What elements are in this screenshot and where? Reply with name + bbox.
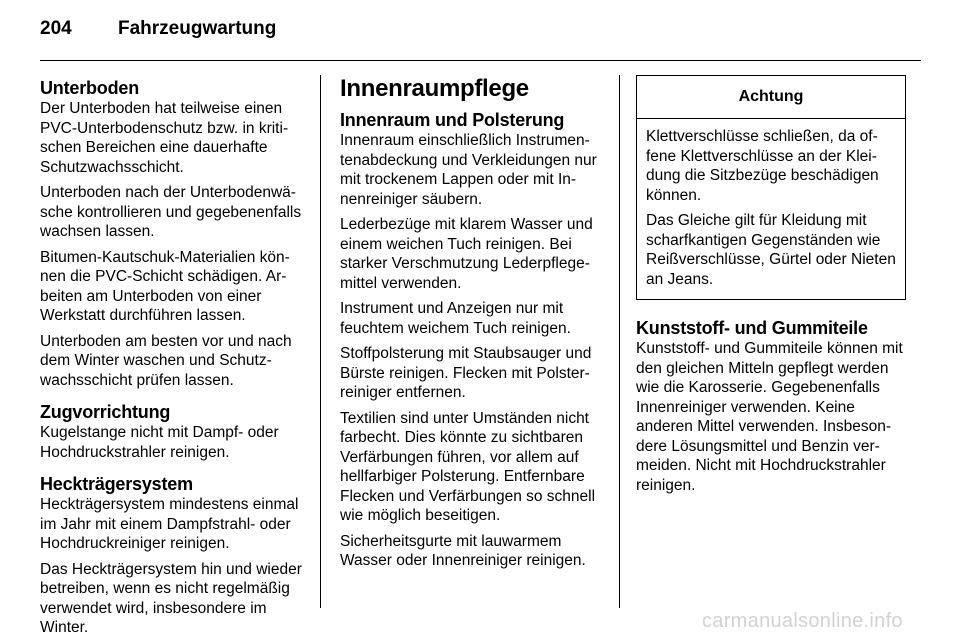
heading-hecktraegersystem: Heckträgersystem — [40, 474, 193, 494]
warning-heading: Achtung — [637, 76, 905, 119]
column-divider — [320, 75, 321, 608]
paragraph: Unterboden am besten vor und nach dem Winter waschen und Schutzwachsschicht prüfen lassen. — [40, 332, 292, 389]
warning-box — [636, 75, 906, 300]
paragraph: Textilien sind unter Umständen nicht farbecht. Dies könnte zu sichtbaren Verfärbungen führen, vor allem auf hellfarbiger Polsterung. Entfernbare Flecken und Verfärbungen so schnell wie möglich beseitigen. — [340, 409, 596, 524]
page-header — [40, 18, 920, 48]
paragraph: Lederbezüge mit klarem Wasser und einem weichen Tuch reinigen. Bei starker Verschmutzung Lederpflegemittel verwenden. — [340, 216, 593, 292]
warning-paragraph: Das Gleiche gilt für Kleidung mit scharfkantigen Gegenständen wie Reißverschlüsse, Gürtel oder Nieten an Jeans. — [646, 212, 896, 288]
heading-zugvorrichtung: Zugvorrichtung — [40, 402, 171, 422]
page-number: 204 — [40, 18, 72, 39]
column-left — [40, 78, 308, 638]
column-middle — [340, 75, 608, 571]
chapter-title: Fahrzeugwartung — [118, 18, 277, 39]
paragraph: Bitumen-Kautschuk-Materialien können die PVC-Schicht schädigen. Arbeiten am Unterboden von einer Werkstatt durchführen lassen. — [40, 248, 290, 324]
heading-innenraum-polsterung: Innenraum und Polsterung — [340, 110, 565, 130]
paragraph: Heckträgersystem mindestens einmal im Jahr mit einem Dampfstrahl- oder Hochdruckreiniger reinigen. — [40, 496, 299, 552]
section-unterboden — [40, 78, 308, 390]
column-right — [636, 75, 906, 495]
paragraph: Unterboden nach der Unterbodenwäsche kontrollieren und gegebenenfalls wachsen lassen. — [40, 184, 302, 240]
heading-kunststoff-gummiteile: Kunststoff- und Gummiteile — [636, 318, 868, 338]
section-title-innenraumpflege: Innenraumpflege — [340, 75, 529, 102]
heading-unterboden: Unterboden — [40, 78, 139, 98]
paragraph: Innenraum einschließlich Instrumentenabdeckung und Verkleidungen nur mit trockenem Lappen oder mit Innenreiniger säubern. — [340, 132, 597, 208]
watermark-text: carmanualsonline.info — [702, 610, 903, 632]
paragraph: Kugelstange nicht mit Dampf- oder Hochdruckstrahler reinigen. — [40, 424, 279, 461]
paragraph: Kunststoff- und Gummiteile können mit den gleichen Mitteln gepflegt werden wie die Karosserie. Gegebenenfalls Innenreiniger verwenden. Keine anderen Mittel verwenden. Insbesondere Lösungsmittel und Benzin vermeiden. Nicht mit Hochdruckstrahler reinigen. — [636, 340, 903, 494]
warning-paragraph: Klettverschlüsse schließen, da offene Klettverschlüsse an der Kleidung die Sitzbezüge beschädigen können. — [646, 128, 879, 204]
section-kunststoff-gummiteile — [636, 318, 906, 495]
warning-body — [637, 119, 905, 299]
paragraph: Instrument und Anzeigen nur mit feuchtem weichem Tuch reinigen. — [340, 300, 571, 337]
header-rule — [40, 60, 921, 61]
section-zugvorrichtung — [40, 402, 308, 462]
paragraph: Der Unterboden hat teilweise einen PVC-Unterbodenschutz bzw. in kritischen Bereichen eine dauerhafte Schutzwachsschicht. — [40, 100, 289, 176]
paragraph: Sicherheitsgurte mit lauwarmem Wasser oder Innenreiniger reinigen. — [340, 532, 586, 569]
column-divider — [619, 75, 620, 608]
paragraph: Stoffpolsterung mit Staubsauger und Bürste reinigen. Flecken mit Polsterreiniger entfernen. — [340, 345, 592, 401]
section-hecktraegersystem — [40, 474, 308, 638]
paragraph: Das Heckträgersystem hin und wieder betreiben, wenn es nicht regelmäßig verwendet wird, insbesondere im Winter. — [40, 560, 302, 636]
